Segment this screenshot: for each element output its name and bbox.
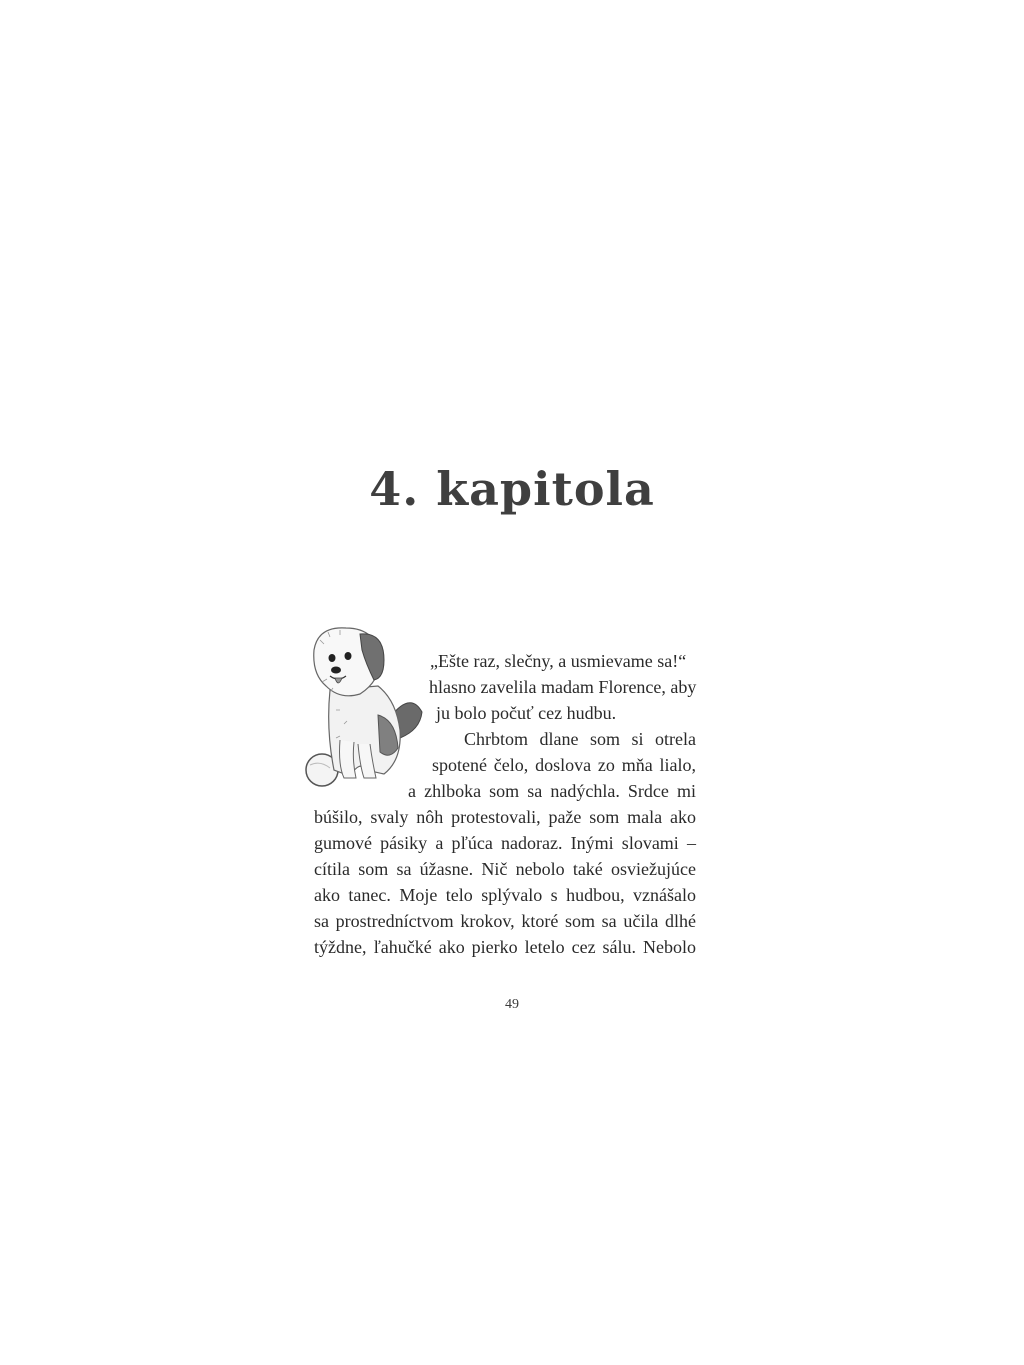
text-line: a zhlboka som sa nadýchla. Srdce mi xyxy=(408,781,696,801)
text-line: gumové pásiky a pľúca nadoraz. Inými slovami – xyxy=(314,833,696,853)
text-line: spotené čelo, doslova zo mňa lialo, xyxy=(432,755,696,775)
chapter-title: 4. kapitola xyxy=(369,462,655,516)
page-number: 49 xyxy=(505,997,519,1012)
text-line: sa prostredníctvom krokov, ktoré som sa učila dlhé xyxy=(314,911,696,931)
text-line: cítila som sa úžasne. Nič nebolo také osviežujúce xyxy=(314,859,696,879)
text-line: ako tanec. Moje telo splývalo s hudbou, vznášalo xyxy=(314,885,696,905)
text-line: „Ešte raz, slečny, a usmievame sa!“ xyxy=(430,651,687,671)
chapter-body-text xyxy=(314,648,696,960)
text-line: Chrbtom dlane som si otrela xyxy=(464,729,696,749)
text-line: ju bolo počuť cez hudbu. xyxy=(436,703,617,723)
text-line: týždne, ľahučké ako pierko letelo cez sálu. Nebolo xyxy=(314,937,696,957)
text-line: búšilo, svaly nôh protestovali, paže som mala ako xyxy=(314,807,696,827)
text-line: hlasno zavelila madam Florence, aby xyxy=(429,677,697,697)
